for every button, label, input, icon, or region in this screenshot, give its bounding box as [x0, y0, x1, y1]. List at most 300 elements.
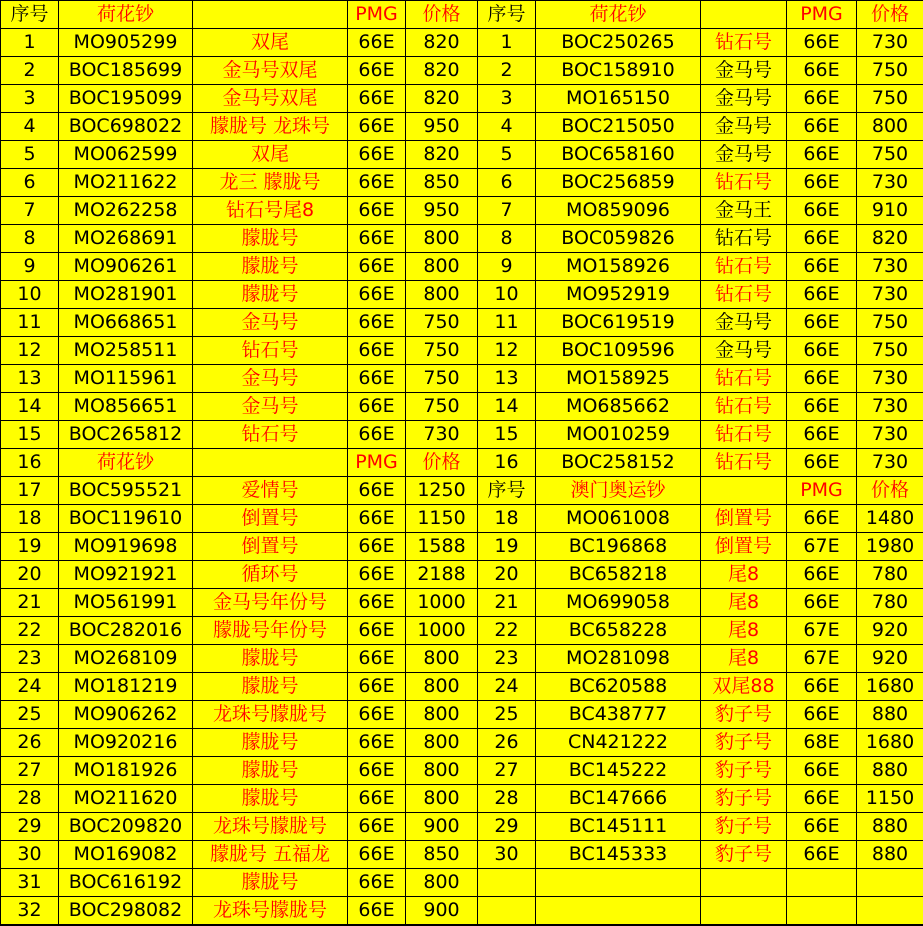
- right-serial-index-cell: 6: [478, 169, 536, 197]
- right-serial-number-cell: MO165150: [536, 85, 701, 113]
- right-note-feature-cell: 倒置号: [701, 505, 787, 533]
- left-price-cell: 1150: [406, 505, 478, 533]
- left-serial-index-cell: 16: [1, 449, 59, 477]
- left-serial-number-cell: 荷花钞: [59, 1, 193, 29]
- right-serial-index-cell: 7: [478, 197, 536, 225]
- left-serial-number-cell: MO181219: [59, 673, 193, 701]
- left-serial-index-cell: 14: [1, 393, 59, 421]
- right-note-feature-cell: 钻石号: [701, 225, 787, 253]
- right-price-cell: 910: [857, 197, 923, 225]
- right-note-feature-cell: 豹子号: [701, 729, 787, 757]
- right-note-feature-cell: 钻石号: [701, 253, 787, 281]
- right-price-cell: 730: [857, 169, 923, 197]
- right-note-feature-cell: 尾8: [701, 561, 787, 589]
- left-note-feature-cell: 朦胧号: [193, 757, 348, 785]
- right-pmg-grade-cell: 66E: [787, 337, 857, 365]
- left-note-feature-cell: 爱情号: [193, 477, 348, 505]
- table-row: [1, 169, 923, 197]
- right-serial-number-cell: MO158926: [536, 253, 701, 281]
- left-price-cell: 750: [406, 309, 478, 337]
- left-note-feature-cell: 朦胧号: [193, 869, 348, 897]
- left-note-feature-cell: 龙珠号朦胧号: [193, 897, 348, 925]
- right-serial-index-cell: 23: [478, 645, 536, 673]
- left-pmg-grade-cell: 66E: [348, 85, 406, 113]
- right-price-cell: 780: [857, 561, 923, 589]
- left-pmg-grade-cell: 66E: [348, 141, 406, 169]
- left-price-cell: 800: [406, 645, 478, 673]
- left-serial-index-cell: 3: [1, 85, 59, 113]
- left-pmg-grade-cell: 66E: [348, 533, 406, 561]
- right-serial-number-cell: BOC158910: [536, 57, 701, 85]
- right-serial-index-cell: 2: [478, 57, 536, 85]
- right-pmg-grade-cell: 66E: [787, 197, 857, 225]
- left-note-feature-cell: 朦胧号: [193, 729, 348, 757]
- left-note-feature-cell: 金马号年份号: [193, 589, 348, 617]
- left-pmg-grade-cell: 66E: [348, 785, 406, 813]
- right-serial-index-cell: 序号: [478, 477, 536, 505]
- left-pmg-grade-cell: 66E: [348, 281, 406, 309]
- left-pmg-grade-cell: 66E: [348, 57, 406, 85]
- left-serial-number-cell: MO919698: [59, 533, 193, 561]
- right-price-cell: 730: [857, 365, 923, 393]
- right-price-cell: 730: [857, 421, 923, 449]
- left-price-cell: 800: [406, 785, 478, 813]
- left-note-feature-cell: 朦胧号 五福龙: [193, 841, 348, 869]
- left-serial-index-cell: 1: [1, 29, 59, 57]
- left-serial-number-cell: MO906262: [59, 701, 193, 729]
- right-price-cell: 880: [857, 841, 923, 869]
- left-serial-index-cell: 18: [1, 505, 59, 533]
- right-price-cell: 880: [857, 813, 923, 841]
- left-price-cell: 850: [406, 841, 478, 869]
- left-note-feature-cell: 倒置号: [193, 505, 348, 533]
- right-note-feature-cell: 豹子号: [701, 757, 787, 785]
- right-serial-index-cell: 8: [478, 225, 536, 253]
- right-serial-index-cell: 4: [478, 113, 536, 141]
- table-row: [1, 449, 923, 477]
- right-note-feature-cell: 豹子号: [701, 841, 787, 869]
- right-serial-index-cell: 11: [478, 309, 536, 337]
- right-serial-index-cell: 26: [478, 729, 536, 757]
- left-pmg-grade-cell: 66E: [348, 337, 406, 365]
- right-serial-number-cell: MO952919: [536, 281, 701, 309]
- right-price-cell: 730: [857, 29, 923, 57]
- left-serial-number-cell: BOC209820: [59, 813, 193, 841]
- left-price-cell: 820: [406, 85, 478, 113]
- left-note-feature-cell: 倒置号: [193, 533, 348, 561]
- right-pmg-grade-cell: 66E: [787, 393, 857, 421]
- right-pmg-grade-cell: 66E: [787, 589, 857, 617]
- left-note-feature-cell: 双尾: [193, 29, 348, 57]
- left-serial-number-cell: MO211622: [59, 169, 193, 197]
- right-note-feature-cell: 金马王: [701, 197, 787, 225]
- left-serial-number-cell: BOC185699: [59, 57, 193, 85]
- left-serial-index-cell: 17: [1, 477, 59, 505]
- left-pmg-grade-cell: 66E: [348, 701, 406, 729]
- left-serial-index-cell: 8: [1, 225, 59, 253]
- left-serial-index-cell: 27: [1, 757, 59, 785]
- right-price-cell: 730: [857, 253, 923, 281]
- right-serial-number-cell: BC145222: [536, 757, 701, 785]
- right-serial-index-cell: 13: [478, 365, 536, 393]
- right-serial-number-cell: BOC109596: [536, 337, 701, 365]
- right-price-cell: 730: [857, 449, 923, 477]
- right-serial-index-cell: 5: [478, 141, 536, 169]
- right-serial-number-cell: BC196868: [536, 533, 701, 561]
- right-serial-index-cell: 29: [478, 813, 536, 841]
- table-row: [1, 757, 923, 785]
- left-serial-number-cell: BOC265812: [59, 421, 193, 449]
- left-price-cell: 1588: [406, 533, 478, 561]
- right-price-cell: 880: [857, 701, 923, 729]
- right-pmg-grade-cell: [787, 869, 857, 897]
- right-serial-number-cell: MO061008: [536, 505, 701, 533]
- right-serial-number-cell: MO281098: [536, 645, 701, 673]
- table-row: [1, 141, 923, 169]
- left-serial-number-cell: MO115961: [59, 365, 193, 393]
- table-row: [1, 561, 923, 589]
- left-serial-number-cell: BOC282016: [59, 617, 193, 645]
- right-pmg-grade-cell: [787, 897, 857, 925]
- left-note-feature-cell: 龙三 朦胧号: [193, 169, 348, 197]
- right-pmg-grade-cell: 66E: [787, 309, 857, 337]
- left-serial-number-cell: MO921921: [59, 561, 193, 589]
- table-row: [1, 785, 923, 813]
- left-serial-number-cell: MO905299: [59, 29, 193, 57]
- right-pmg-grade-cell: 66E: [787, 701, 857, 729]
- right-serial-index-cell: 25: [478, 701, 536, 729]
- right-pmg-grade-cell: 66E: [787, 141, 857, 169]
- right-note-feature-cell: 金马号: [701, 57, 787, 85]
- left-serial-number-cell: MO062599: [59, 141, 193, 169]
- right-note-feature-cell: 豹子号: [701, 701, 787, 729]
- left-serial-index-cell: 24: [1, 673, 59, 701]
- table-row: [1, 729, 923, 757]
- left-serial-number-cell: MO920216: [59, 729, 193, 757]
- table-row: [1, 85, 923, 113]
- right-serial-index-cell: 19: [478, 533, 536, 561]
- right-serial-number-cell: MO859096: [536, 197, 701, 225]
- left-pmg-grade-cell: 66E: [348, 617, 406, 645]
- left-serial-index-cell: 2: [1, 57, 59, 85]
- left-pmg-grade-cell: PMG: [348, 1, 406, 29]
- left-price-cell: 900: [406, 813, 478, 841]
- left-serial-index-cell: 30: [1, 841, 59, 869]
- right-pmg-grade-cell: 66E: [787, 113, 857, 141]
- left-serial-number-cell: 荷花钞: [59, 449, 193, 477]
- left-serial-index-cell: 31: [1, 869, 59, 897]
- right-note-feature-cell: 尾8: [701, 589, 787, 617]
- left-pmg-grade-cell: PMG: [348, 449, 406, 477]
- left-pmg-grade-cell: 66E: [348, 169, 406, 197]
- left-serial-index-cell: 12: [1, 337, 59, 365]
- left-price-cell: 820: [406, 57, 478, 85]
- right-price-cell: 1680: [857, 673, 923, 701]
- right-note-feature-cell: [701, 869, 787, 897]
- right-serial-number-cell: BOC256859: [536, 169, 701, 197]
- right-price-cell: [857, 897, 923, 925]
- left-serial-index-cell: 28: [1, 785, 59, 813]
- left-price-cell: 1000: [406, 589, 478, 617]
- left-pmg-grade-cell: 66E: [348, 589, 406, 617]
- left-note-feature-cell: [193, 449, 348, 477]
- left-price-cell: 800: [406, 281, 478, 309]
- left-price-cell: 800: [406, 869, 478, 897]
- table-row: [1, 365, 923, 393]
- right-pmg-grade-cell: 66E: [787, 673, 857, 701]
- left-serial-number-cell: MO906261: [59, 253, 193, 281]
- left-pmg-grade-cell: 66E: [348, 813, 406, 841]
- right-price-cell: 730: [857, 393, 923, 421]
- right-serial-number-cell: BC620588: [536, 673, 701, 701]
- left-serial-number-cell: BOC298082: [59, 897, 193, 925]
- left-serial-index-cell: 序号: [1, 1, 59, 29]
- left-note-feature-cell: 朦胧号: [193, 253, 348, 281]
- table-row: [1, 281, 923, 309]
- left-price-cell: 价格: [406, 1, 478, 29]
- table-row: [1, 29, 923, 57]
- left-serial-index-cell: 10: [1, 281, 59, 309]
- left-note-feature-cell: 朦胧号: [193, 281, 348, 309]
- right-pmg-grade-cell: 66E: [787, 561, 857, 589]
- table-row: [1, 225, 923, 253]
- right-serial-number-cell: BC658218: [536, 561, 701, 589]
- left-serial-number-cell: MO668651: [59, 309, 193, 337]
- table-row: [1, 533, 923, 561]
- left-serial-index-cell: 32: [1, 897, 59, 925]
- left-serial-number-cell: BOC119610: [59, 505, 193, 533]
- right-serial-index-cell: 27: [478, 757, 536, 785]
- right-note-feature-cell: 双尾88: [701, 673, 787, 701]
- right-pmg-grade-cell: 66E: [787, 841, 857, 869]
- right-pmg-grade-cell: 66E: [787, 281, 857, 309]
- right-serial-number-cell: BC147666: [536, 785, 701, 813]
- right-price-cell: 750: [857, 141, 923, 169]
- table-row: [1, 393, 923, 421]
- left-note-feature-cell: 双尾: [193, 141, 348, 169]
- left-note-feature-cell: 龙珠号朦胧号: [193, 813, 348, 841]
- right-serial-number-cell: BOC250265: [536, 29, 701, 57]
- right-note-feature-cell: 钻石号: [701, 365, 787, 393]
- left-serial-index-cell: 25: [1, 701, 59, 729]
- table-row: [1, 113, 923, 141]
- right-serial-index-cell: 24: [478, 673, 536, 701]
- left-serial-index-cell: 22: [1, 617, 59, 645]
- right-serial-number-cell: MO699058: [536, 589, 701, 617]
- left-serial-number-cell: MO181926: [59, 757, 193, 785]
- left-note-feature-cell: 朦胧号: [193, 225, 348, 253]
- right-pmg-grade-cell: PMG: [787, 1, 857, 29]
- right-note-feature-cell: 尾8: [701, 617, 787, 645]
- right-price-cell: 750: [857, 57, 923, 85]
- right-note-feature-cell: 钻石号: [701, 421, 787, 449]
- left-serial-index-cell: 15: [1, 421, 59, 449]
- right-price-cell: 750: [857, 309, 923, 337]
- right-pmg-grade-cell: 66E: [787, 505, 857, 533]
- left-pmg-grade-cell: 66E: [348, 365, 406, 393]
- right-serial-number-cell: 荷花钞: [536, 1, 701, 29]
- left-serial-index-cell: 5: [1, 141, 59, 169]
- left-serial-index-cell: 6: [1, 169, 59, 197]
- right-serial-number-cell: BC438777: [536, 701, 701, 729]
- left-serial-index-cell: 20: [1, 561, 59, 589]
- right-note-feature-cell: [701, 897, 787, 925]
- left-serial-index-cell: 13: [1, 365, 59, 393]
- left-price-cell: 750: [406, 393, 478, 421]
- table-row: [1, 897, 923, 925]
- left-price-cell: 800: [406, 757, 478, 785]
- left-note-feature-cell: 金马号双尾: [193, 85, 348, 113]
- left-note-feature-cell: 钻石号: [193, 337, 348, 365]
- left-pmg-grade-cell: 66E: [348, 645, 406, 673]
- right-pmg-grade-cell: 66E: [787, 421, 857, 449]
- left-note-feature-cell: 金马号双尾: [193, 57, 348, 85]
- left-price-cell: 820: [406, 141, 478, 169]
- left-note-feature-cell: 朦胧号: [193, 785, 348, 813]
- right-pmg-grade-cell: 66E: [787, 85, 857, 113]
- left-price-cell: 800: [406, 673, 478, 701]
- left-pmg-grade-cell: 66E: [348, 841, 406, 869]
- left-serial-number-cell: MO856651: [59, 393, 193, 421]
- right-note-feature-cell: 尾8: [701, 645, 787, 673]
- table-body: [1, 1, 923, 925]
- right-price-cell: 1480: [857, 505, 923, 533]
- left-price-cell: 2188: [406, 561, 478, 589]
- left-pmg-grade-cell: 66E: [348, 197, 406, 225]
- right-serial-index-cell: 9: [478, 253, 536, 281]
- left-note-feature-cell: 钻石号尾8: [193, 197, 348, 225]
- left-price-cell: 750: [406, 337, 478, 365]
- right-serial-index-cell: 18: [478, 505, 536, 533]
- left-serial-index-cell: 23: [1, 645, 59, 673]
- left-price-cell: 1250: [406, 477, 478, 505]
- table-row: [1, 645, 923, 673]
- right-price-cell: 820: [857, 225, 923, 253]
- left-pmg-grade-cell: 66E: [348, 113, 406, 141]
- right-pmg-grade-cell: 66E: [787, 169, 857, 197]
- left-serial-number-cell: MO211620: [59, 785, 193, 813]
- right-price-cell: 730: [857, 281, 923, 309]
- right-serial-number-cell: 澳门奥运钞: [536, 477, 701, 505]
- right-price-cell: 780: [857, 589, 923, 617]
- right-pmg-grade-cell: 66E: [787, 757, 857, 785]
- left-pmg-grade-cell: 66E: [348, 393, 406, 421]
- table-row: [1, 617, 923, 645]
- right-pmg-grade-cell: 66E: [787, 365, 857, 393]
- left-serial-number-cell: BOC595521: [59, 477, 193, 505]
- left-pmg-grade-cell: 66E: [348, 225, 406, 253]
- right-serial-number-cell: [536, 897, 701, 925]
- left-price-cell: 价格: [406, 449, 478, 477]
- left-serial-number-cell: MO169082: [59, 841, 193, 869]
- left-pmg-grade-cell: 66E: [348, 253, 406, 281]
- left-serial-number-cell: MO561991: [59, 589, 193, 617]
- left-note-feature-cell: 金马号: [193, 365, 348, 393]
- right-note-feature-cell: [701, 1, 787, 29]
- left-serial-index-cell: 26: [1, 729, 59, 757]
- table-row: [1, 505, 923, 533]
- table-row: [1, 813, 923, 841]
- left-price-cell: 950: [406, 197, 478, 225]
- right-pmg-grade-cell: 66E: [787, 785, 857, 813]
- left-serial-number-cell: BOC195099: [59, 85, 193, 113]
- right-serial-index-cell: [478, 869, 536, 897]
- left-serial-number-cell: MO258511: [59, 337, 193, 365]
- right-note-feature-cell: 豹子号: [701, 813, 787, 841]
- table-row: [1, 869, 923, 897]
- left-note-feature-cell: 朦胧号年份号: [193, 617, 348, 645]
- table-row: [1, 477, 923, 505]
- left-price-cell: 1000: [406, 617, 478, 645]
- right-note-feature-cell: 金马号: [701, 309, 787, 337]
- left-pmg-grade-cell: 66E: [348, 729, 406, 757]
- right-serial-index-cell: 序号: [478, 1, 536, 29]
- table-row: [1, 57, 923, 85]
- table-row: [1, 421, 923, 449]
- left-price-cell: 800: [406, 253, 478, 281]
- right-pmg-grade-cell: 68E: [787, 729, 857, 757]
- right-serial-index-cell: 10: [478, 281, 536, 309]
- left-serial-index-cell: 11: [1, 309, 59, 337]
- left-serial-index-cell: 21: [1, 589, 59, 617]
- right-serial-index-cell: 20: [478, 561, 536, 589]
- left-price-cell: 730: [406, 421, 478, 449]
- right-pmg-grade-cell: PMG: [787, 477, 857, 505]
- right-price-cell: 880: [857, 757, 923, 785]
- left-serial-index-cell: 29: [1, 813, 59, 841]
- table-row: [1, 841, 923, 869]
- left-note-feature-cell: [193, 1, 348, 29]
- right-price-cell: 价格: [857, 477, 923, 505]
- right-serial-index-cell: 30: [478, 841, 536, 869]
- right-serial-number-cell: MO158925: [536, 365, 701, 393]
- left-price-cell: 820: [406, 29, 478, 57]
- left-serial-number-cell: MO268109: [59, 645, 193, 673]
- right-serial-number-cell: BOC258152: [536, 449, 701, 477]
- right-note-feature-cell: 倒置号: [701, 533, 787, 561]
- table-row: [1, 589, 923, 617]
- right-serial-number-cell: BC145111: [536, 813, 701, 841]
- right-pmg-grade-cell: 66E: [787, 225, 857, 253]
- left-pmg-grade-cell: 66E: [348, 897, 406, 925]
- right-note-feature-cell: 钻石号: [701, 449, 787, 477]
- left-pmg-grade-cell: 66E: [348, 421, 406, 449]
- left-note-feature-cell: 循环号: [193, 561, 348, 589]
- left-pmg-grade-cell: 66E: [348, 869, 406, 897]
- left-note-feature-cell: 钻石号: [193, 421, 348, 449]
- right-serial-index-cell: 12: [478, 337, 536, 365]
- table-row: [1, 253, 923, 281]
- right-price-cell: 800: [857, 113, 923, 141]
- left-note-feature-cell: 龙珠号朦胧号: [193, 701, 348, 729]
- right-note-feature-cell: 豹子号: [701, 785, 787, 813]
- right-serial-number-cell: BOC059826: [536, 225, 701, 253]
- right-price-cell: 750: [857, 337, 923, 365]
- right-serial-index-cell: 3: [478, 85, 536, 113]
- left-serial-number-cell: BOC616192: [59, 869, 193, 897]
- left-serial-number-cell: MO262258: [59, 197, 193, 225]
- right-price-cell: 1150: [857, 785, 923, 813]
- right-serial-index-cell: 21: [478, 589, 536, 617]
- left-note-feature-cell: 金马号: [193, 309, 348, 337]
- right-pmg-grade-cell: 66E: [787, 253, 857, 281]
- right-note-feature-cell: [701, 477, 787, 505]
- left-pmg-grade-cell: 66E: [348, 29, 406, 57]
- left-price-cell: 800: [406, 701, 478, 729]
- table-row: [1, 337, 923, 365]
- right-pmg-grade-cell: 67E: [787, 645, 857, 673]
- left-serial-number-cell: MO268691: [59, 225, 193, 253]
